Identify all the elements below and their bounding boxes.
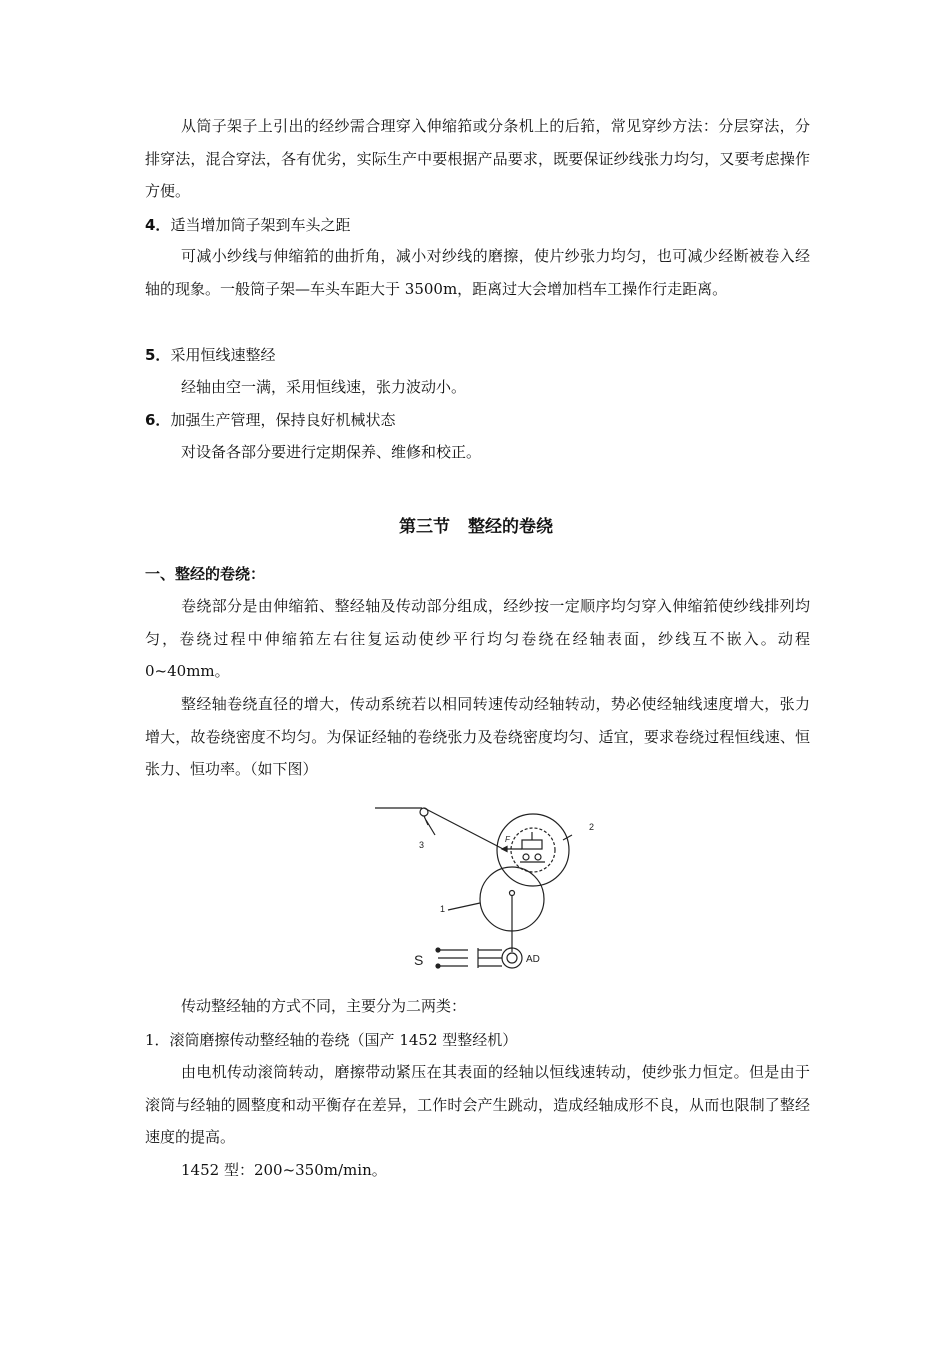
warp-beam-2-inner — [511, 828, 555, 872]
item-4-body: 可减小纱线与伸缩筘的曲折角，减小对纱线的磨擦，使片纱张力均匀，也可减少经断被卷入经轴的现象。一般筒子架—车头车距大于 3500m，距离过大会增加档车工操作行走距离。 — [145, 247, 810, 298]
label-1: 1 — [440, 904, 446, 914]
motor-ad-inner — [507, 953, 517, 963]
methods-paragraph: 传动整经轴的方式不同，主要分为二两类： — [181, 997, 467, 1015]
item-5-number: 5． — [145, 346, 171, 364]
item-5-heading — [145, 344, 275, 366]
label-3: 3 — [419, 840, 425, 850]
label-ad: AD — [526, 954, 540, 965]
speed-line: 1452 型：200~350m/min。 — [181, 1161, 387, 1179]
item-5-body: 经轴由空一满，采用恒线速，张力波动小。 — [181, 378, 467, 396]
item-4-title: 适当增加筒子架到车头之距 — [170, 216, 351, 234]
section-name: 整经的卷绕 — [468, 517, 553, 537]
yarn-to-beam-line — [424, 808, 505, 850]
method-1-heading: 1．滚筒磨擦传动整经轴的卷绕（国产 1452 型整经机） — [145, 1031, 518, 1049]
label-f: F — [505, 835, 510, 844]
winding-diagram — [360, 800, 595, 975]
section-number: 第三节 — [399, 517, 450, 537]
item-5-title: 采用恒线速整经 — [170, 346, 276, 364]
label-1-leader — [448, 903, 480, 910]
label-2: 2 — [589, 822, 595, 832]
item-4-heading — [145, 214, 350, 236]
sensor-dot-3 — [436, 964, 440, 968]
label-3-leader — [426, 820, 435, 835]
winding-paragraph-2: 整经轴卷绕直径的增大，传动系统若以相同转速传动经轴转动，势必使经轴线速度增大，张力增大，故卷绕密度不均匀。为保证经轴的卷绕张力及卷绕密度均匀、适宜，要求卷绕过程恒线速、恒张力、恒功率。（如下图） — [145, 695, 810, 778]
item-6-title: 加强生产管理，保持良好机械状态 — [170, 411, 396, 429]
item-6-number: 6． — [145, 411, 171, 429]
label-s: S — [414, 952, 424, 968]
item-4-number: 4． — [145, 216, 171, 234]
intro-paragraph: 从筒子架子上引出的经纱需合理穿入伸缩筘或分条机上的后筘，常见穿纱方法：分层穿法，分排穿法，混合穿法，各有优劣，实际生产中要根据产品要求，既要保证纱线张力均匀，又要考虑操作方便。 — [145, 117, 810, 200]
sensor-dot-1 — [436, 948, 440, 952]
drum-1-center — [510, 891, 515, 896]
subsection-title: 一、整经的卷绕： — [145, 565, 266, 583]
section-title — [0, 512, 952, 537]
winding-paragraph-1: 卷绕部分是由伸缩筘、整经轴及传动部分组成，经纱按一定顺序均匀穿入伸缩筘使纱线排列均匀，卷绕过程中伸缩筘左右往复运动使纱平行均匀卷绕在经轴表面，纱线互不嵌入。动程 0~40mm。 — [145, 597, 810, 680]
item-6-heading — [145, 409, 395, 431]
pressure-bracket — [522, 840, 542, 849]
method-1-body: 由电机传动滚筒转动，磨擦带动紧压在其表面的经轴以恒线速转动，使纱张力恒定。但是由于滚筒与经轴的圆整度和动平衡存在差异，工作时会产生跳动，造成经轴成形不良，从而也限制了整经速度的提高。 — [145, 1063, 810, 1146]
force-arrow-head — [502, 847, 507, 852]
pressure-wheel-left — [523, 854, 529, 860]
pressure-wheel-right — [535, 854, 541, 860]
item-6-body: 对设备各部分要进行定期保养、维修和校正。 — [181, 443, 482, 461]
